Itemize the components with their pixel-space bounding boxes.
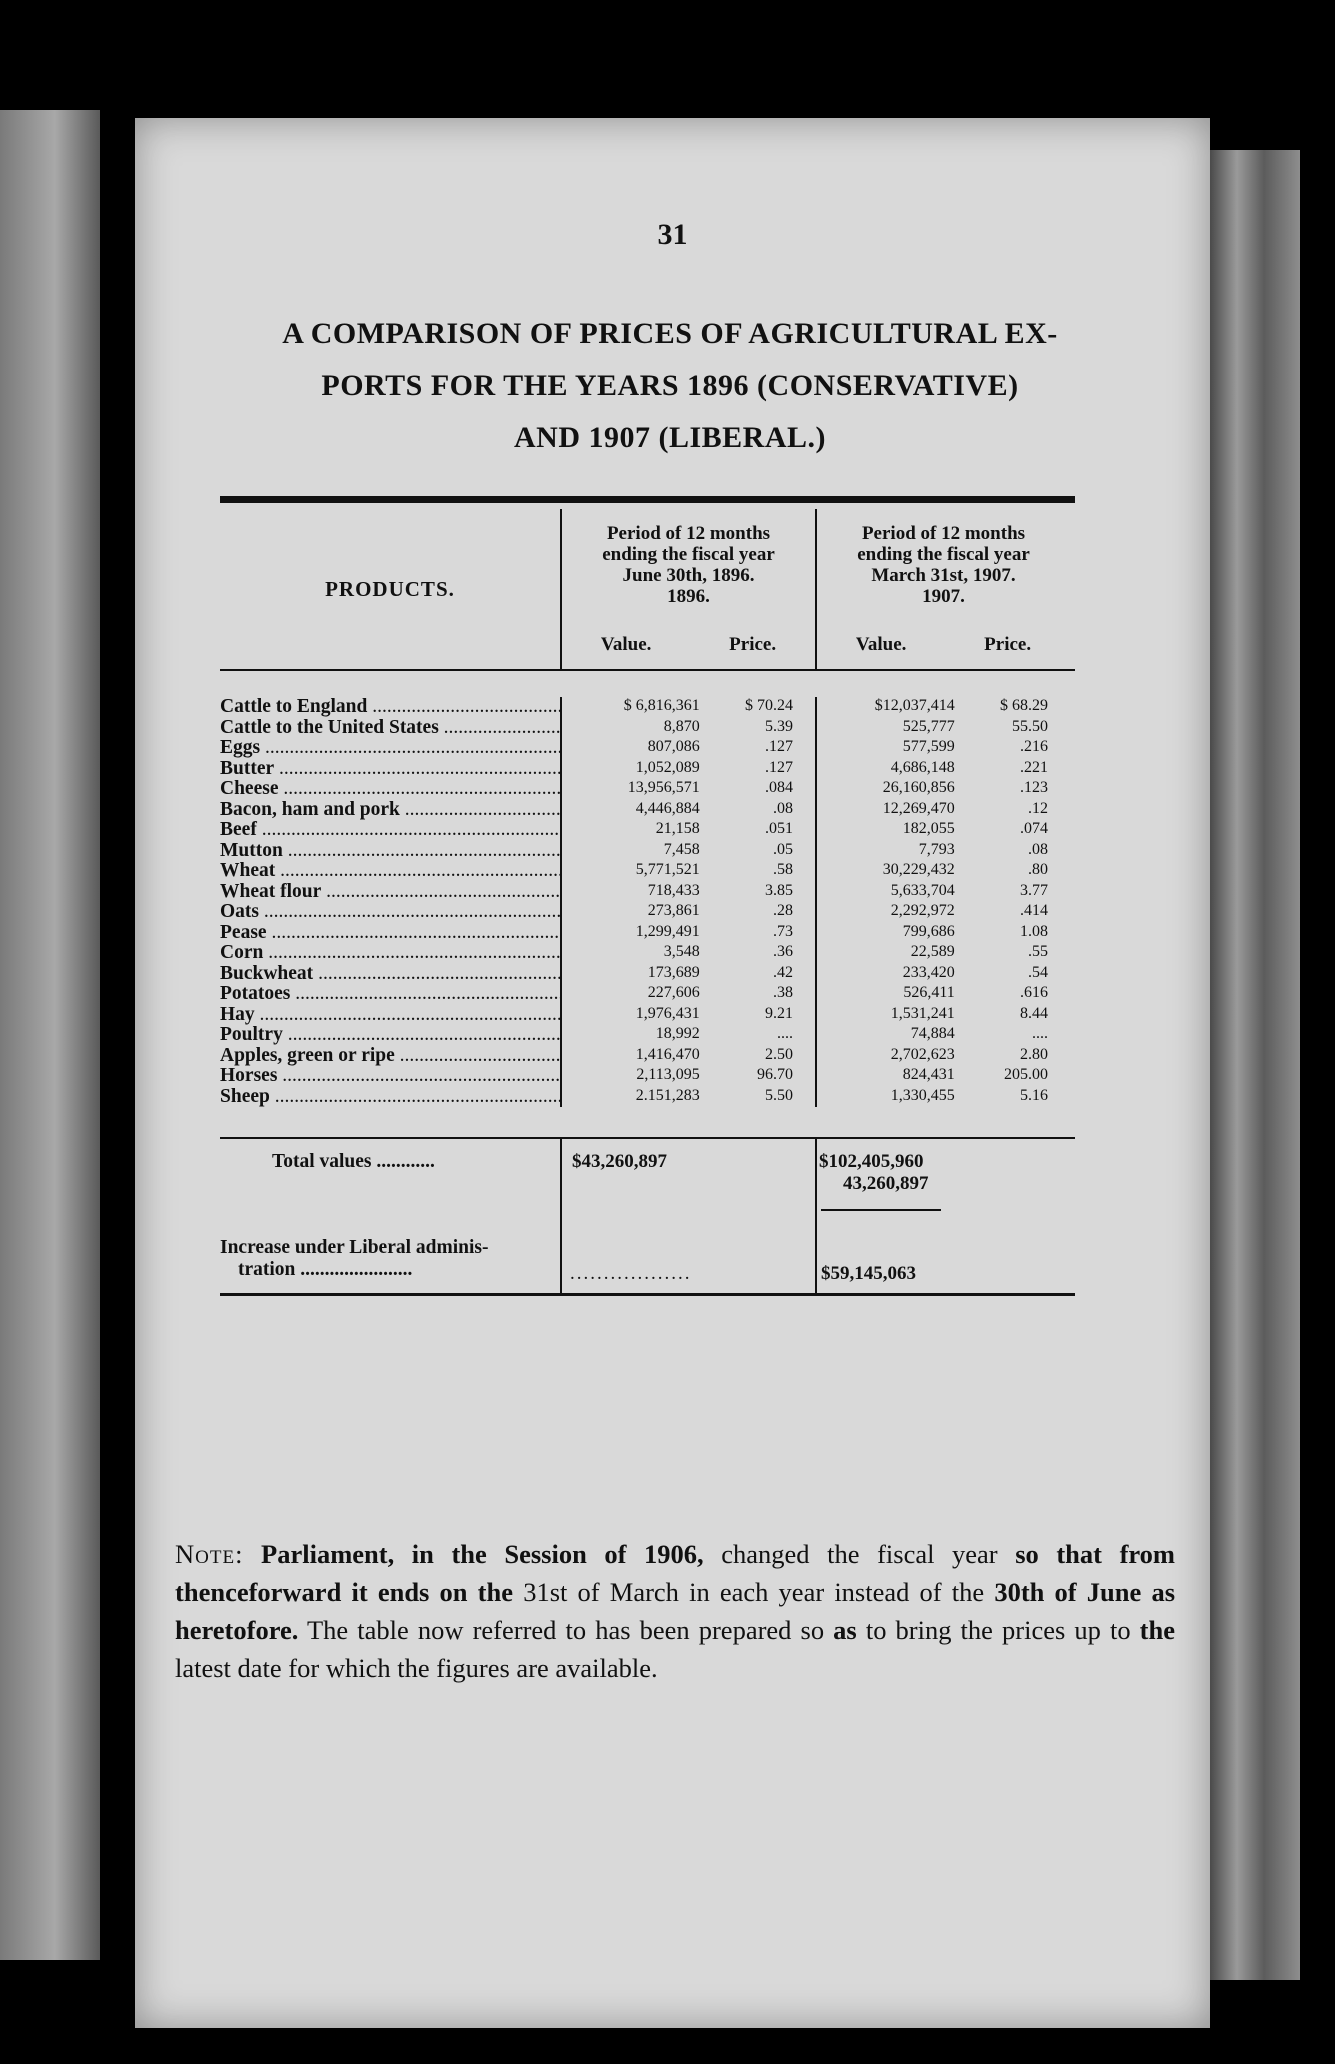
products-column [220, 697, 560, 1107]
note-text: 31st of March in each year instead of the [523, 1577, 985, 1607]
price-cell: .... [776, 1025, 793, 1042]
value-cell: 2,702,623 [890, 1045, 955, 1063]
table-top-rule [220, 496, 1075, 503]
price-cell: 1.08 [1019, 922, 1048, 940]
value-cell: 1,976,431 [635, 1004, 700, 1022]
price-cell: .28 [772, 902, 793, 919]
product-name: Wheat ..... [220, 861, 560, 882]
value-cell: 233,420 [902, 963, 955, 981]
period-1907-line: Period of 12 months [861, 523, 1026, 544]
increase-dots-cell: .................. [560, 1211, 815, 1293]
table-bottom-rule [220, 1293, 1075, 1296]
page-number: 31 [657, 218, 688, 251]
total-label: Total values ............ [272, 1151, 435, 1172]
price-cell: .051 [764, 820, 793, 837]
increase-value: $59,145,063 [821, 1263, 916, 1284]
period-1907-line: ending the fiscal year [857, 544, 1030, 565]
value-cell: 526,411 [903, 984, 955, 1001]
value-cell: 74,884 [910, 1025, 955, 1042]
products-header: PRODUCTS. [325, 576, 455, 601]
price-cell: .216 [1019, 738, 1048, 755]
value-cell: 1,330,455 [890, 1086, 955, 1104]
table-header [220, 509, 1075, 669]
value-cell: 26,160,856 [882, 779, 955, 796]
price-cell: .80 [1027, 861, 1048, 878]
title-line-2: PORTS FOR THE YEARS 1896 (CONSERVATIVE) [321, 369, 1019, 402]
adjacent-page-edge [0, 110, 100, 1960]
price-cell: $ 70.24 [744, 697, 793, 714]
price-cell: .127 [764, 738, 793, 755]
price-cell: 5.39 [764, 717, 793, 735]
price-cell: .074 [1019, 820, 1048, 837]
price-cell: .221 [1019, 758, 1048, 776]
price-cell: 5.50 [764, 1086, 793, 1104]
value-cell: 7,793 [918, 840, 955, 858]
total-1896-subtracted: 43,260,897 [843, 1173, 929, 1194]
total-1907-value: $102,405,960 [819, 1151, 924, 1172]
price-cell: .73 [772, 922, 793, 940]
title-line-1: A COMPARISON OF PRICES OF AGRICULTURAL EX- [282, 317, 1058, 350]
price-cell: .38 [772, 984, 793, 1001]
book-page [135, 118, 1210, 2028]
price-cell: 3.77 [1019, 881, 1048, 899]
value-cell: 807,086 [647, 738, 700, 755]
product-name: Horses ..... [220, 1066, 560, 1087]
total-1907-cell [815, 1139, 1070, 1211]
value-cell: 799,686 [902, 922, 955, 940]
price-cell: 2.50 [764, 1045, 793, 1063]
title-line-3: AND 1907 (LIBERAL.) [513, 421, 827, 454]
value-cell: 4,446,884 [635, 799, 700, 817]
note-text: so that from thenceforward it ends on the [175, 1539, 1175, 1607]
data-1896-column [560, 697, 815, 1107]
product-name: Bacon, ham and pork ..... [220, 800, 560, 821]
note-text: latest date for which the figures are available. [175, 1653, 658, 1683]
value-cell: 824,431 [902, 1066, 955, 1083]
price-cell: .54 [1027, 963, 1048, 981]
product-name: Oats ..... [220, 902, 560, 923]
product-name: Eggs ..... [220, 738, 560, 759]
value-cell: 7,458 [663, 840, 700, 858]
price-cell: $ 68.29 [999, 697, 1048, 714]
price-cell: 3.85 [764, 881, 793, 899]
price-cell: .05 [772, 840, 793, 858]
note-head: Note: [175, 1539, 244, 1569]
product-name: Butter ..... [220, 759, 560, 780]
product-name: Apples, green or ripe ..... [220, 1046, 560, 1067]
value-cell: 4,686,148 [890, 758, 955, 776]
value-cell: 1,416,470 [635, 1045, 700, 1063]
product-name: Cattle to the United States ..... [220, 718, 560, 739]
price-cell: .... [1031, 1025, 1048, 1042]
value-cell: 182,055 [902, 820, 955, 837]
product-name: Potatoes ..... [220, 984, 560, 1005]
value-cell: 173,689 [647, 963, 700, 981]
product-name: Pease ..... [220, 923, 560, 944]
price-comparison-table [220, 496, 1075, 1296]
value-1896-label: Value. [600, 634, 652, 655]
note-text: to bring the prices up to [865, 1615, 1131, 1645]
period-1896-line: June 30th, 1896. [622, 565, 755, 586]
product-name: Poultry ..... [220, 1025, 560, 1046]
note-text: Parliament, in the Session of 1906, [261, 1539, 704, 1569]
note-text: changed the fiscal year [721, 1539, 998, 1569]
price-cell: 2.80 [1019, 1045, 1048, 1063]
total-1896-value: $43,260,897 [560, 1139, 815, 1211]
value-cell: 22,589 [910, 943, 955, 960]
value-cell: 1,299,491 [635, 922, 700, 940]
price-cell: 55.50 [1011, 717, 1048, 735]
product-name: Buckwheat ..... [220, 964, 560, 985]
value-cell: 718,433 [647, 881, 700, 899]
value-cell: 21,158 [655, 820, 700, 837]
price-cell: .08 [772, 799, 793, 817]
product-name: Beef ..... [220, 820, 560, 841]
value-cell: $ 6,816,361 [623, 697, 700, 714]
total-row [220, 1139, 1075, 1211]
page-title [225, 308, 1115, 464]
value-cell: 1,052,089 [635, 758, 700, 776]
increase-value-cell [815, 1211, 1070, 1293]
product-name: Mutton ..... [220, 841, 560, 862]
footnote [175, 1535, 1175, 1687]
value-cell: 3,548 [663, 943, 700, 960]
period-1907-line: 1907. [922, 586, 965, 607]
product-name: Corn ..... [220, 943, 560, 964]
note-text: the [1139, 1615, 1175, 1645]
price-cell: .42 [772, 963, 793, 981]
value-cell: 577,599 [902, 738, 955, 755]
value-cell: 13,956,571 [627, 779, 700, 796]
value-cell: 273,861 [647, 902, 700, 919]
value-cell: 2.151,283 [635, 1086, 700, 1104]
product-name: Sheep ..... [220, 1087, 560, 1108]
price-cell: .123 [1019, 779, 1048, 796]
price-cell: 205.00 [1003, 1066, 1048, 1083]
note-text: The table now referred to has been prepared so [306, 1615, 825, 1645]
value-cell: 30,229,432 [882, 861, 955, 878]
data-1907-column [815, 697, 1070, 1107]
value-cell: 12,269,470 [882, 799, 955, 817]
value-cell: 525,777 [902, 717, 955, 735]
value-cell: 2,292,972 [890, 902, 955, 919]
price-cell: .36 [772, 943, 793, 960]
note-text: 30th of June as heretofore. [175, 1577, 1176, 1645]
value-cell: 1,531,241 [890, 1004, 955, 1022]
product-name: Cattle to England ..... [220, 697, 560, 718]
value-cell: 227,606 [647, 984, 700, 1001]
product-name: Wheat flour ..... [220, 882, 560, 903]
period-1896-line: 1896. [667, 586, 710, 607]
price-cell: .12 [1027, 799, 1048, 817]
price-cell: .08 [1027, 840, 1048, 858]
price-cell: .616 [1019, 984, 1048, 1001]
price-1896-label: Price. [729, 634, 777, 655]
value-cell: 8,870 [663, 717, 700, 735]
period-1896-line: ending the fiscal year [602, 544, 775, 565]
increase-label: Increase under Liberal adminis- tration ....................... [220, 1237, 489, 1280]
product-name: Cheese ..... [220, 779, 560, 800]
price-cell: 9.21 [764, 1004, 793, 1022]
price-cell: 5.16 [1019, 1086, 1048, 1104]
value-cell: $12,037,414 [874, 697, 955, 714]
price-cell: 96.70 [756, 1066, 793, 1083]
note-text: as [833, 1615, 857, 1645]
period-1896-header [560, 509, 815, 669]
increase-row [220, 1211, 1075, 1293]
value-cell: 2,113,095 [636, 1066, 700, 1083]
price-1907-label: Price. [984, 634, 1032, 655]
price-cell: .58 [772, 861, 793, 878]
value-cell: 5,633,704 [890, 881, 955, 899]
price-cell: .414 [1019, 902, 1048, 919]
book-page-edges [1210, 150, 1300, 1980]
period-1907-line: March 31st, 1907. [871, 565, 1016, 586]
period-1907-header [815, 509, 1070, 669]
product-name: Hay ..... [220, 1005, 560, 1026]
price-cell: 8.44 [1019, 1004, 1048, 1022]
value-cell: 5,771,521 [635, 861, 700, 878]
value-cell: 18,992 [655, 1025, 700, 1042]
table-body [220, 671, 1075, 1137]
value-1907-label: Value. [855, 634, 907, 655]
price-cell: .55 [1027, 943, 1048, 960]
price-cell: .127 [764, 758, 793, 776]
period-1896-line: Period of 12 months [606, 523, 771, 544]
price-cell: .084 [764, 779, 793, 796]
